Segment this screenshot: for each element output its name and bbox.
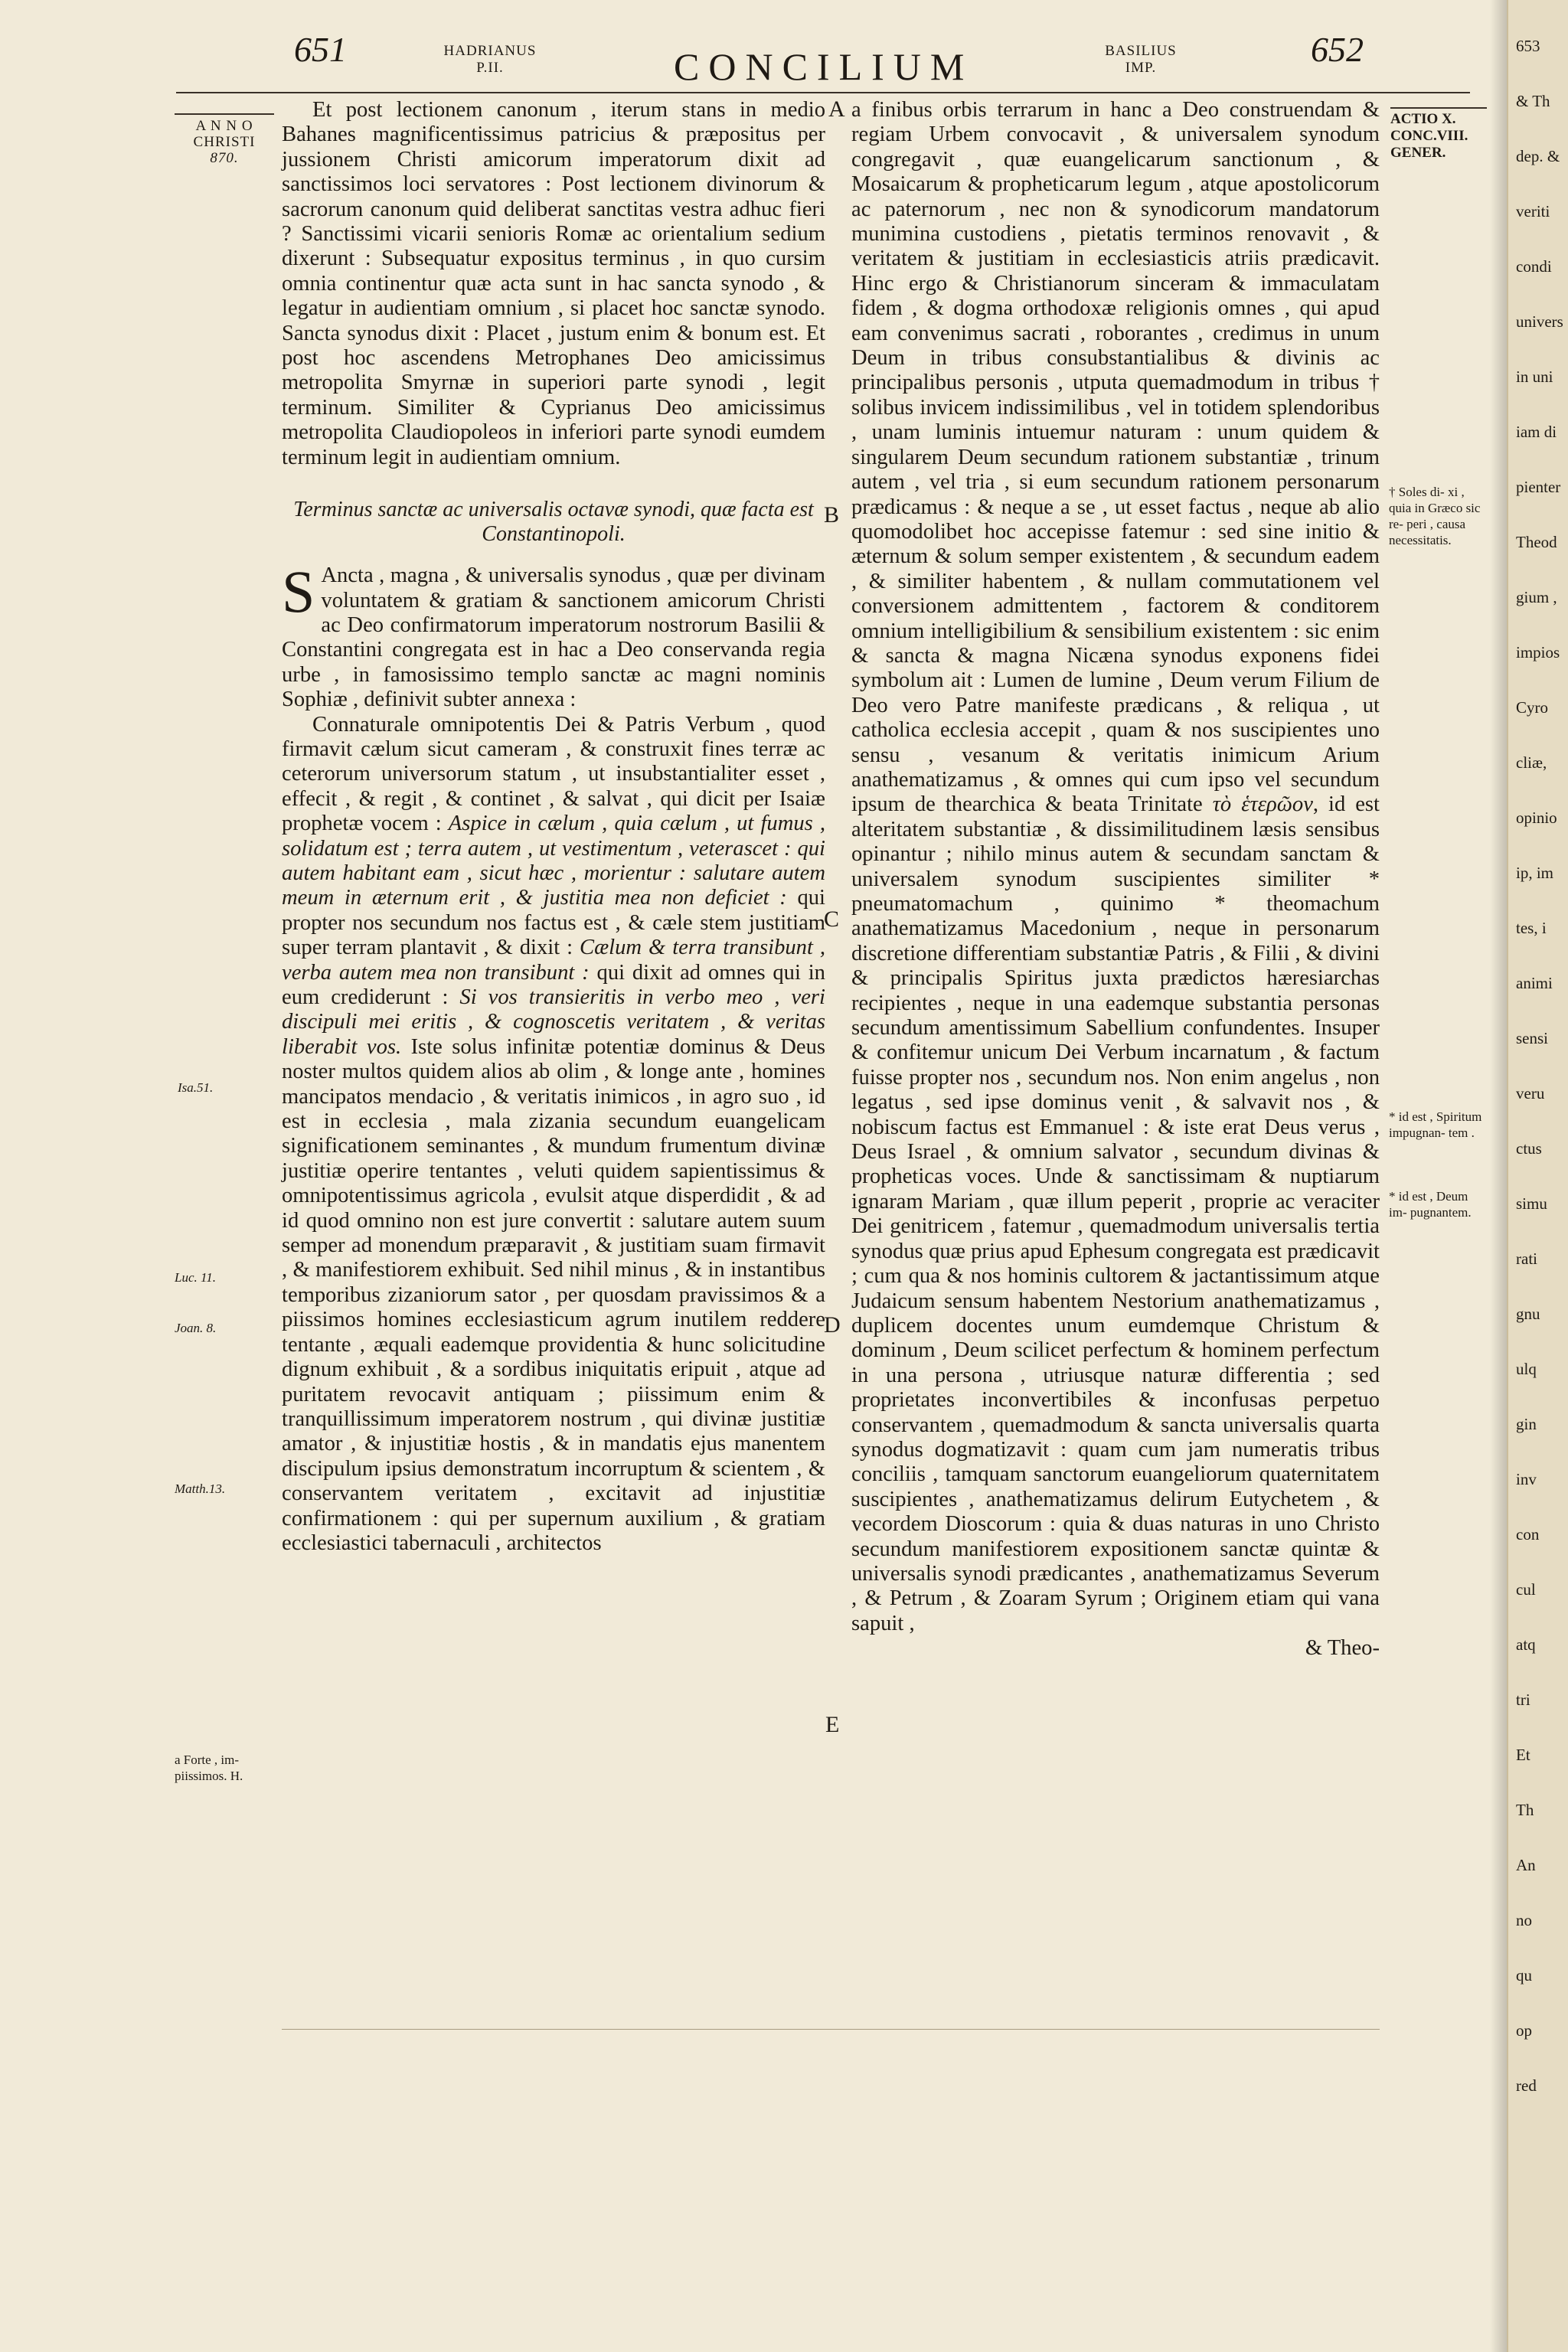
next-page-fragment: sensi xyxy=(1516,1029,1548,1047)
next-page-fragment: Et xyxy=(1516,1746,1530,1764)
section-letter-a: A xyxy=(828,96,845,122)
actio-line-2: CONC.VIII. xyxy=(1390,128,1468,144)
next-page-fragment: gium , xyxy=(1516,588,1557,606)
next-page-fragment: in uni xyxy=(1516,368,1553,386)
text-run: , id est alteritatem substantiæ , & dissimilitudinem læsis sensibus opinantur ; nihilo minus autem & secundam sanctam & universalem synodum suscipientes similiter * pneumatomachum , quinimo * theomachum anathematizamus Macedonium , neque in personarum discretione differentiam substantiæ Patris , & Filii , & divini & principalis Spiritus juxta prædictos hæresiarchas recipientes , neque in una eademque substantia personas secundum amentissimum Sabellium confundentes. Insuper & confitemur unicum Dei Verbum incarnatum , & factum fuisse propter nos , secundum nos. Non enim angelus , non legatus , sed ipse dominus venit , & salvavit nos , & nobiscum factus est Emmanuel : & iste erat Deus verus , Deus Israel , & omnium salvator , secundum divinas & propheticas voces. Unde & sanctissimam & nuptiarum ignaram Mariam , quæ illum peperit , proprie ac veraciter Dei genitricem , fatemur , quemadmodum universalis tertia synodus quæ prius apud Ephesum congregata est prædicavit ; cum qua & nos hominis cultorem & jactantissimum atque Judaicum sensum habentem Nestorium anathematizamus , duplicem docentes unum eumdemque Christum & dominum , Deum scilicet perfectum & hominem perfectum in una persona , utriusque naturæ differentia ; sed proprietates inconvertibiles & inconfusas perpetuo conservantem , quemadmodum & sancta universalis quarta synodus dogmatizavit : quam cum jam numeratis tribus conciliis , tamquam sanctorum euangeliorum quaternitatem suscipientes , anathematizamus delirum Eutychetem , & vecordem Dioscorum : quia & duas naturas in uno Christo secundum manifestiorem expositionem sanctæ quintæ & universalis synodi prædicantes , anathematizamus Severum , & Petrum , & Zoaram Syrum ; Originem etiam qui vana sapuit , xyxy=(851,792,1380,1635)
next-page-fragment: cliæ, xyxy=(1516,753,1547,772)
quote-luke: Cælum & terra transibunt , verba autem mea non transibunt : xyxy=(282,936,825,985)
note-soles: † Soles di- xi , quia in Græco sic re- peri , causa necessitatis. xyxy=(1389,485,1481,547)
next-page-fragment: gin xyxy=(1516,1415,1537,1433)
quote-isaiah: Aspice in cælum , quia cælum , ut fumus , solidatum est ; terra autem , ut vestimentum , veterascet : qui autem habitant eam , sicut hæc , morientur : salutare autem meum in æternum erit , & justitia mea non deficiet : xyxy=(282,812,825,910)
running-head-left-top: HADRIANUS xyxy=(443,43,537,59)
ref-isaiah: Isa.51. xyxy=(178,1080,214,1095)
column-left xyxy=(282,98,825,1556)
next-page-fragment: gnu xyxy=(1516,1305,1540,1323)
text-run: a finibus orbis terrarum in hanc a Deo construendam & regiam Urbem convocavit , & universalem synodum congregavit , quæ euangelicarum sanctionum , & Mosaicarum & propheticarum legum , atque apostolicorum ac paternorum , nec non & synodicorum mandatorum munimina custodiens , pietatis terminos renovavit , & veritatem & justitiam in ecclesiasticis atriis prædicavit. Hinc ergo & Christianorum sinceram & immaculatam fidem , & dogma orthodoxæ religionis omnes , qui apud eam convenimus sacrati , roborantes , credimus in unum Deum in tribus consubstantialibus & divinis ac principalibus personis , utputa quemadmodum in tribus † solibus invicem indissimilibus , vel in totidem splendoribus , unam luminis intuemur naturam : unum quidem & singularem Deum secundum rationem substantiæ , trinum autem , vel tria , si eum secundum rationem personarum prædicamus : & neque a se , ut esset factus , neque ab alio quomodolibet hoc accepisse fatemur : sed sine initio & æternum & solum semper existentem , & secundum eadem , & similiter habentem , & nullam commutationem vel conversionem admittentem , factorem & conditorem omnium intelligibilium & sensibilium existentem : sic enim & sancta & magna Nicæna synodus exponens fidei symbolum ait : Lumen de lumine , Deum verum Filium de Deo vero Patre manifeste prædicans , & reliqua , ut catholica ecclesia accepit , quam & nos suscipientes uno sensu , vesanum & veritatis inimicum Arium anathematizamus , & omnes qui cum ipso vel secundum ipsum de thearchica & beata Trinitate xyxy=(851,98,1380,817)
next-page-fragment: Cyro xyxy=(1516,698,1548,717)
running-head-left-sub: P.II. xyxy=(476,60,504,76)
actio-note xyxy=(1390,107,1487,162)
actio-line-3: GENER. xyxy=(1390,145,1446,161)
anno-line-3: 870. xyxy=(210,150,239,166)
next-page-fragment: ip, im xyxy=(1516,864,1554,882)
actio-line-1: ACTIO X. xyxy=(1390,107,1487,128)
next-page-fragment: & Th xyxy=(1516,92,1550,110)
running-head-left xyxy=(429,43,551,77)
next-page-fragment: tes, i xyxy=(1516,919,1547,937)
section-letter-e: E xyxy=(825,1712,840,1737)
ref-john: Joan. 8. xyxy=(175,1321,217,1335)
next-page-fragment: An xyxy=(1516,1856,1536,1874)
next-page-fragment: simu xyxy=(1516,1194,1547,1213)
next-page-fragment: tri xyxy=(1516,1690,1530,1709)
drop-cap: S xyxy=(282,558,315,626)
next-page-fragment: Th xyxy=(1516,1801,1534,1819)
next-page-fragment: ulq xyxy=(1516,1360,1537,1378)
paragraph-connaturale xyxy=(282,713,825,1557)
note-forte-line-2: piissimos. H. xyxy=(175,1769,243,1783)
section-title: Terminus sanctæ ac universalis octavæ synodi, quæ facta est Constantinopoli. xyxy=(293,498,814,547)
next-page-fragment: atq xyxy=(1516,1635,1536,1654)
page-number-right: 652 xyxy=(1311,30,1364,69)
column-right xyxy=(851,98,1380,1661)
gutter-shadow xyxy=(1490,0,1507,2352)
anno-line-2: CHRISTI xyxy=(193,134,256,150)
quote-john: Si vos transieritis in verbo meo , veri discipuli mei eritis , & cognoscetis veritatem , & veritas liberabit vos. xyxy=(282,985,825,1059)
section-letter-b: B xyxy=(824,502,840,528)
next-page-fragment: veru xyxy=(1516,1084,1545,1102)
running-head-right-sub: IMP. xyxy=(1125,60,1157,76)
paragraph-sancta-text: Ancta , magna , & universalis synodus , quæ per divinam voluntatem & gratiam & sanctionem amicorum Christi ac Deo confirmatorum imperatorum nostrorum Basilii & Constantini congregata est in hac a Deo conservanda regia urbe , in famosissimo templo sanctæ ac magni nominis Sophiæ , definivit subter annexa : xyxy=(282,564,825,712)
note-forte-line-1: a Forte , im- xyxy=(175,1753,240,1767)
next-page-fragment: op xyxy=(1516,2021,1532,2040)
running-title: CONCILIUM xyxy=(674,45,974,88)
greek-phrase: τὸ ἑτερῶον xyxy=(1212,792,1313,817)
next-page-fragment: univers xyxy=(1516,312,1563,331)
next-page-fragment: opinio xyxy=(1516,808,1557,827)
section-letter-d: D xyxy=(824,1312,841,1338)
next-page-fragment: veriti xyxy=(1516,202,1550,220)
running-head-right-top: BASILIUS xyxy=(1105,43,1177,59)
text-run: qui dixit ad omnes qui in eum crediderunt : xyxy=(282,960,825,1009)
note-deum: * id est , Deum im- pugnantem. xyxy=(1389,1189,1472,1220)
text-run: qui propter nos secundum nos factus est , & cæle stem justitiam super terram plantavit , & dixit : xyxy=(282,886,825,960)
next-page-fragment: 653 xyxy=(1516,37,1540,55)
text-run: Connaturale omnipotentis Dei & Patris Verbum , quod firmavit cælum sicut cameram , & construxit fines terræ ac ceterorum universorum statum , ut insubstantialiter esset , effecit , & regit , & continet , & salvat , qui dicit per Isaiæ prophetæ vocem : xyxy=(282,712,825,836)
next-page-fragment: inv xyxy=(1516,1470,1537,1488)
next-page-fragment: con xyxy=(1516,1525,1540,1544)
next-page-fragment: impios xyxy=(1516,643,1560,662)
next-page-fragment: qu xyxy=(1516,1966,1532,1984)
ref-matthew: Matth.13. xyxy=(175,1481,226,1496)
paragraph-sancta xyxy=(282,558,825,712)
next-page-fragment: iam di xyxy=(1516,423,1557,441)
running-head-right xyxy=(1080,43,1202,77)
next-page-fragment: condi xyxy=(1516,257,1552,276)
next-page-fragment: rati xyxy=(1516,1250,1537,1268)
next-page-fragment: animi xyxy=(1516,974,1553,992)
catchword: & Theo- xyxy=(1305,1636,1380,1661)
page-number-left: 651 xyxy=(294,30,347,69)
section-letter-c: C xyxy=(824,906,840,932)
header-rule xyxy=(176,92,1470,93)
next-page-fragment: cul xyxy=(1516,1580,1536,1599)
ref-luke: Luc. 11. xyxy=(175,1270,216,1285)
next-page-fragment: red xyxy=(1516,2076,1537,2095)
signature-rule xyxy=(282,2029,1380,2030)
paragraph-finibus xyxy=(851,98,1380,1636)
note-spiritum: * id est , Spiritum impugnan- tem . xyxy=(1389,1109,1482,1140)
note-forte xyxy=(175,1752,282,1784)
anno-christi-note xyxy=(175,113,274,166)
paragraph-lection: Et post lectionem canonum , iterum stans in medio Bahanes magnificentissimus patricius & præpositus per jussionem Christi amicorum imperatorum dixit ad sanctissimos loci servatores : Post lectionem divinorum & sacrorum canonum quid deliberat sanctitas vestra adhuc fieri ? Sanctissimi vicarii senioris Romæ ac orientalium sedium dixerunt : Subsequatur expositus terminus , in quo cursim omnia continentur quæ acta sunt in hac sancta synodo , & legatur in audientiam omnium , si placet hoc sanctæ synodo. Sancta synodus dixit : Placet , justum enim & bonum est. Et post hoc ascendens Metrophanes Deo amicissimus metropolita Smyrnæ in superiori parte synodi , legit terminum. Similiter & Cyprianus Deo amicissimus metropolita Claudiopoleos in inferiori parte synodi eumdem terminum legit in audientiam omnium. xyxy=(282,98,825,469)
next-page-fragment: no xyxy=(1516,1911,1532,1929)
text-run: Iste solus infinitæ potentiæ dominus & Deus noster multos quidem alios ab olim , & longe ante , homines mancipatos mendacio , & veritatis inimicos , in agro suo , id est in ecclesia , mala zizania secundum euangelicam significationem seminantes , & mundum frumentum divinæ justitiæ operire tentantes , veluti quidem sapientissimus & omnipotentissimus agricola , evulsit atque disperdidit , & ad id quod omnino non est jure convertit : salutare autem suum semper ad monendum præparavit , & justitiam suam firmavit , & manifestiorem exhibuit. Sed nihil minus , & in instantibus temporibus zizaniorum sator , per quosdam pravissimos & a piissimos homines ecclesiasticum agrum inutilem reddere tentante , æquali eademque providentia & hunc solicitudine dignum exhibuit , & a sordibus iniquitatis eripuit , atque ad puritatem revocavit antiquam ; piissimum enim & tranquillissimum imperatorem nostrum , qui divinæ justitiæ amator , & injustitiæ hostis , & in mandatis ejus manentem discipulum ipsius demonstratum incorruptum & scientem , & conservantem veritatem , excitavit ad injustitiæ confirmationem : qui per supernum auxilium , & gratiam ecclesiastici tabernaculi , architectos xyxy=(282,1034,825,1555)
next-page-fragment: pienter xyxy=(1516,478,1561,496)
next-page-fragment: ctus xyxy=(1516,1139,1542,1158)
next-page-edge xyxy=(1507,0,1568,2352)
next-page-fragment: dep. & xyxy=(1516,147,1560,165)
next-page-fragment: Theod xyxy=(1516,533,1557,551)
anno-line-1: A N N O xyxy=(175,113,274,134)
